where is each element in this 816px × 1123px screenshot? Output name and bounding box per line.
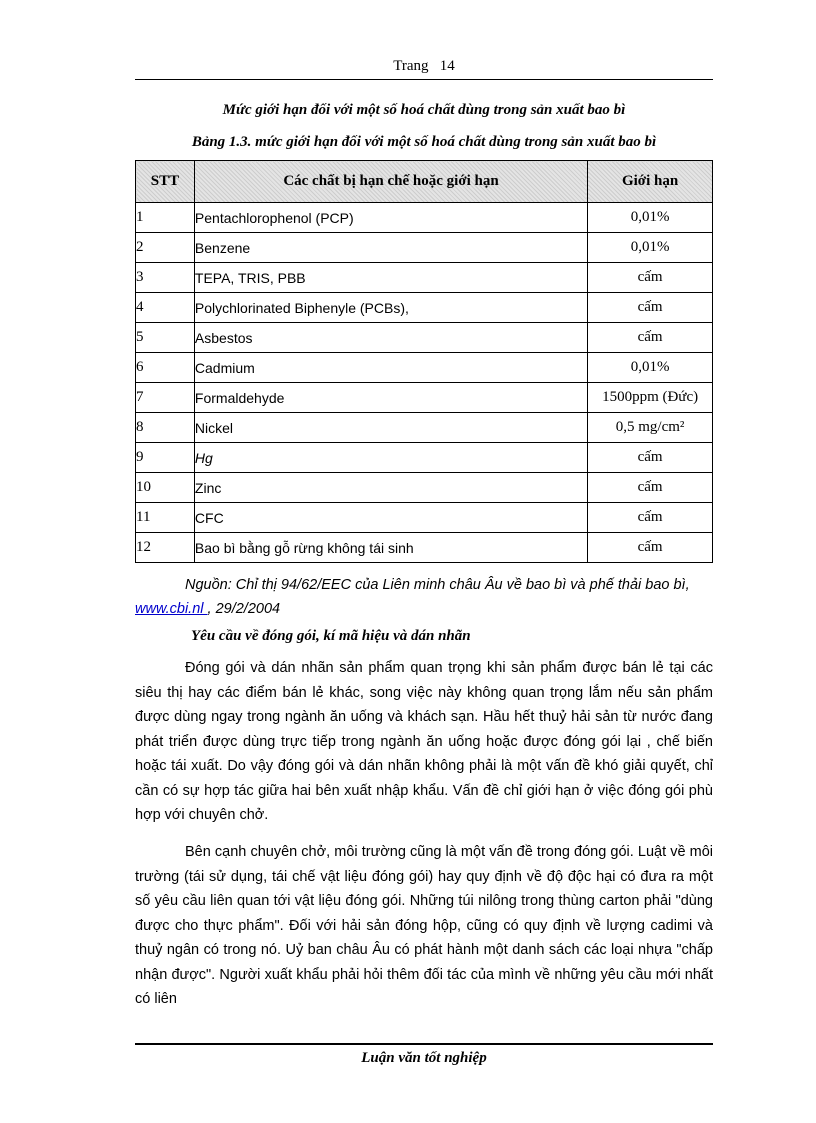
limits-table — [135, 160, 713, 563]
page-number: Trang 14 — [393, 58, 455, 74]
table-caption: Bảng 1.3. mức giới hạn đối với một số hoá chất dùng trong sản xuất bao bì — [191, 134, 657, 150]
row-stt: 1 — [136, 203, 195, 233]
row-substance: TEPA, TRIS, PBB — [194, 263, 587, 293]
row-limit: cấm — [588, 533, 713, 563]
row-substance: Pentachlorophenol (PCP) — [194, 203, 587, 233]
row-stt: 4 — [136, 293, 195, 323]
column-header-limit: Giới hạn — [588, 161, 713, 203]
row-limit: 0,01% — [588, 203, 713, 233]
table-row — [136, 293, 713, 323]
row-substance: Benzene — [194, 233, 587, 263]
table-row — [136, 353, 713, 383]
table-row — [136, 383, 713, 413]
source-date: , 29/2/2004 — [207, 601, 281, 617]
row-limit: 0,01% — [588, 353, 713, 383]
body-paragraph: Đóng gói và dán nhãn sản phẩm quan trọng khi sản phẩm được bán lẻ tại các siêu thị hay các điểm bán lẻ khác, song việc này không quan trọng lắm nếu sản phẩm được dùng ngay trong ngành ăn uống và khách sạn. Hầu hết thuỷ hải sản từ nước đang phát triển được dùng trực tiếp trong ngành ăn uống hoặc được đóng gói lại , chế biến hoặc tái xuất. Do vậy đóng gói và dán nhãn không phải là một vấn đề khó giải quyết, chỉ cần có sự hợp tác giữa hai bên xuất nhập khẩu. Vấn đề chỉ giới hạn ở việc đóng gói phù hợp với chuyên chở. — [135, 660, 713, 823]
row-limit: 1500ppm (Đức) — [588, 383, 713, 413]
row-stt: 2 — [136, 233, 195, 263]
page-footer — [135, 1043, 713, 1067]
row-substance: CFC — [194, 503, 587, 533]
table-row — [136, 533, 713, 563]
row-substance: Asbestos — [194, 323, 587, 353]
row-substance: Polychlorinated Biphenyle (PCBs), — [194, 293, 587, 323]
footer-text: Luận văn tốt nghiệp — [361, 1050, 487, 1066]
table-row — [136, 263, 713, 293]
subsection-heading: Yêu cầu về đóng gói, kí mã hiệu và dán nhãn — [191, 628, 471, 644]
source-citation — [135, 573, 713, 621]
row-substance: Cadmium — [194, 353, 587, 383]
row-stt: 12 — [136, 533, 195, 563]
row-limit: cấm — [588, 263, 713, 293]
row-limit: cấm — [588, 323, 713, 353]
column-header-substance: Các chất bị hạn chế hoặc giới hạn — [194, 161, 587, 203]
row-limit: cấm — [588, 443, 713, 473]
row-stt: 5 — [136, 323, 195, 353]
table-row — [136, 503, 713, 533]
row-limit: cấm — [588, 293, 713, 323]
row-substance: Formaldehyde — [194, 383, 587, 413]
row-substance: Nickel — [194, 413, 587, 443]
row-limit: 0,5 mg/cm² — [588, 413, 713, 443]
row-stt: 11 — [136, 503, 195, 533]
row-stt: 8 — [136, 413, 195, 443]
column-header-stt: STT — [136, 161, 195, 203]
row-stt: 3 — [136, 263, 195, 293]
row-limit: cấm — [588, 473, 713, 503]
row-substance: Zinc — [194, 473, 587, 503]
row-limit: cấm — [588, 503, 713, 533]
page-header — [135, 58, 713, 80]
table-row — [136, 233, 713, 263]
table-row — [136, 203, 713, 233]
table-row — [136, 323, 713, 353]
source-text: Nguồn: Chỉ thị 94/62/EEC của Liên minh châu Âu về bao bì và phế thải bao bì, — [185, 577, 690, 593]
table-row — [136, 443, 713, 473]
row-limit: 0,01% — [588, 233, 713, 263]
row-substance: Bao bì bằng gỗ rừng không tái sinh — [194, 533, 587, 563]
table-row — [136, 473, 713, 503]
row-substance: Hg — [194, 443, 587, 473]
section-heading: Mức giới hạn đối với một số hoá chất dùng trong sản xuất bao bì — [222, 102, 626, 118]
row-stt: 6 — [136, 353, 195, 383]
table-row — [136, 413, 713, 443]
row-stt: 10 — [136, 473, 195, 503]
row-stt: 9 — [136, 443, 195, 473]
table-header-row — [136, 161, 713, 203]
row-stt: 7 — [136, 383, 195, 413]
body-paragraph: Bên cạnh chuyên chở, môi trường cũng là một vấn đề trong đóng gói. Luật về môi trường (tái sử dụng, tái chế vật liệu đóng gói) hay quy định về độ độc hại có đưa ra một số yêu cầu liên quan tới vật liệu đóng gói. Những túi nilông trong thùng carton phải "dùng được cho thực phẩm". Đối với hải sản đóng hộp, cũng có quy định về lượng cadimi và thuỷ ngân có trong nó. Uỷ ban châu Âu có phát hành một danh sách các loại nhựa "chấp nhận được". Người xuất khẩu phải hỏi thêm đối tác của mình về những yêu cầu mới nhất có liên — [135, 844, 713, 1007]
source-link[interactable]: www.cbi.nl — [135, 601, 208, 617]
